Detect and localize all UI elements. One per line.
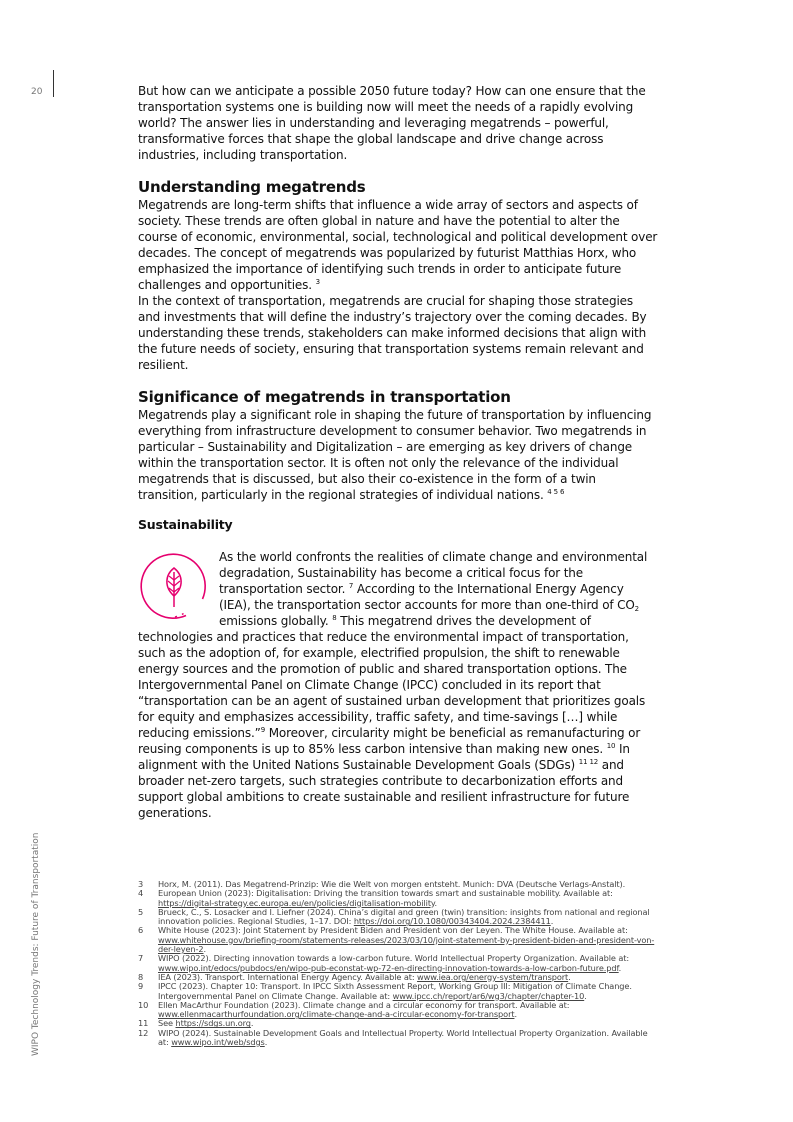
sustainability-block <box>138 549 658 821</box>
page-number: 20 <box>31 87 43 97</box>
page-number-rule <box>53 70 54 97</box>
footnote-body: See <box>158 1018 173 1029</box>
footnote <box>138 954 658 973</box>
significance-text: Megatrends play a significant role in shaping the future of transportation by influencing everything from infrastructure development to consumer behavior. Two megatrends in particular – Sustainability and Digitalization – are emerging as key drivers of change within the transportation sector. It is often not only the relevance of the individual megatrends that is discussed, but also their co-existence in the form of a twin transition, particularly in the regional strategies of individual nations. <box>138 408 652 502</box>
footnote <box>138 1029 658 1048</box>
footnote-after: . <box>550 916 554 927</box>
footnote-number: 4 <box>138 888 144 899</box>
footnote-number: 12 <box>138 1027 149 1038</box>
footnote-body: WIPO (2024). Sustainable Development Goals and Intellectual Property. World Intellectual Property Organization. Available at: <box>158 1027 648 1048</box>
footnote-number: 6 <box>138 925 144 936</box>
footnotes <box>138 880 658 1047</box>
footnote <box>138 889 658 908</box>
footnote-ref-9[interactable]: 9 <box>260 726 266 734</box>
footnote <box>138 926 658 954</box>
footnote-link[interactable]: www.iea.org/energy-system/transport <box>417 971 569 982</box>
footnote-number: 3 <box>138 879 144 889</box>
footnote-link[interactable]: https://digital-strategy.ec.europa.eu/en/policies/digitalisation-mobility <box>158 897 435 908</box>
footnote-body: WIPO (2022). Directing innovation towards a low-carbon future. World Intellectual Property Organization. Available at: <box>158 953 630 964</box>
footnote-ref-8[interactable]: 8 <box>332 614 337 622</box>
footnote-body: IPCC (2023). Chapter 10: Transport. In IPCC Sixth Assessment Report, Working Group III: Mitigation of Climate Change. Intergovernmental Panel on Climate Change. Available at: <box>158 981 632 1001</box>
understanding-paragraph-1 <box>138 197 658 293</box>
footnote-ref-10[interactable]: 10 <box>606 742 616 750</box>
sustainability-paragraph <box>138 549 658 821</box>
footnote-link[interactable]: https://sdgs.un.org <box>175 1018 251 1029</box>
sustainability-text-2: According to the International Energy Agency (IEA), the transportation sector accounts for more than one-third of CO <box>219 582 635 612</box>
heading-understanding-megatrends: Understanding megatrends <box>138 178 366 196</box>
footnote-number: 10 <box>138 999 149 1010</box>
footnote-ref-11-12[interactable]: 11 12 <box>578 758 599 766</box>
footnote-body: White House (2023): Joint Statement by President Biden and President von der Leyen. The White House. Available at: <box>158 925 628 936</box>
footnote-number: 8 <box>138 971 144 982</box>
footnote-link[interactable]: www.wipo.int/web/sdgs <box>171 1037 265 1048</box>
footnote-number: 11 <box>138 1018 149 1029</box>
footnote-text <box>158 982 658 1001</box>
footnote-after: . <box>264 1037 268 1048</box>
footnote-text <box>158 889 658 908</box>
sustainability-text-7: and broader net-zero targets, such strategies contribute to decarbonization efforts and support global ambitions to create sustainable and resilient infrastructure for future generations. <box>138 758 630 820</box>
sustainability-leaf-icon <box>138 551 210 623</box>
footnote-after: . <box>434 897 438 908</box>
footnote-link[interactable]: www.ellenmacarthurfoundation.org/climate-change-and-a-circular-economy-for-transport <box>158 1009 515 1020</box>
footnote-text <box>158 1001 658 1020</box>
footnote-after: . <box>568 971 571 982</box>
main-content <box>138 83 658 821</box>
running-side-label: WIPO Technology Trends: Future of Transportation <box>31 832 41 1056</box>
footnote-link[interactable]: www.wipo.int/edocs/pubdocs/en/wipo-pub-econstat-wp-72-en-directing-innovation-towards-a-low-carbon-future.pdf <box>158 962 619 973</box>
sustainability-text-1: As the world confronts the realities of climate change and environmental degradation, Sustainability has become a critical focus for the transportation sector. <box>219 550 648 596</box>
footnote-ref-7[interactable]: 7 <box>348 582 354 590</box>
heading-significance-megatrends: Significance of megatrends in transportation <box>138 388 511 406</box>
sustainability-text-3: emissions globally. <box>219 614 329 628</box>
footnote <box>138 1001 658 1020</box>
intro-paragraph: But how can we anticipate a possible 2050 future today? How can one ensure that the transportation systems one is building now will meet the needs of a rapidly evolving world? The answer lies in understanding and leveraging megatrends – powerful, transformative forces that shape the global landscape and drive change across industries, including transportation. <box>138 84 646 162</box>
footnote-link[interactable]: www.whitehouse.gov/briefing-room/statements-releases/2023/03/10/joint-statement-by-president-biden-and-president-von-der-leyen-2 <box>158 934 655 955</box>
footnote-after: . <box>618 962 622 973</box>
understanding-p1-text: Megatrends are long-term shifts that influence a wide array of sectors and aspects of society. These trends are often global in nature and have the potential to alter the course of economic, environmental, social, technological and political development over decades. The concept of megatrends was popularized by futurist Matthias Horx, who emphasized the importance of identifying such trends in order to anticipate future challenges and opportunities. <box>138 198 658 292</box>
co2-subscript: 2 <box>634 605 639 613</box>
significance-paragraph <box>138 407 658 503</box>
footnote-body: IEA (2023). Transport. International Energy Agency. Available at: <box>158 971 415 982</box>
footnote-body: European Union (2023): Digitalisation: Driving the transition towards smart and sustainable mobility. Available at: <box>158 888 613 899</box>
footnote-ref-4-5-6[interactable]: 4 5 6 <box>547 488 565 496</box>
understanding-paragraph-2: In the context of transportation, megatrends are crucial for shaping those strategies and investments that will define the industry’s trajectory over the coming decades. By understanding these trends, stakeholders can make informed decisions that align with the future needs of society, ensuring that transportation systems remain relevant and resilient. <box>138 294 647 372</box>
footnote-number: 9 <box>138 981 144 992</box>
footnote-after: . <box>250 1018 254 1029</box>
footnote-text <box>158 908 658 927</box>
footnote-text <box>158 1029 658 1048</box>
sustainability-text-6: In alignment with the United Nations Sustainable Development Goals (SDGs) <box>138 742 630 772</box>
footnote-text <box>158 926 658 954</box>
footnote-ref-3[interactable]: 3 <box>315 278 320 286</box>
sustainability-text-5: Moreover, circularity might be beneficial as remanufacturing or reusing components is up to 85% less carbon intensive than making new ones. <box>138 726 641 756</box>
footnote-after: . <box>584 990 587 1001</box>
footnote-after: . <box>514 1009 517 1020</box>
footnote-body: Ellen MacArthur Foundation (2023). Climate change and a circular economy for transport. Available at: <box>158 999 570 1010</box>
footnote <box>138 908 658 927</box>
footnote-number: 5 <box>138 906 144 917</box>
footnote <box>138 982 658 1001</box>
footnote-body: Brueck, C., S. Losacker and I. Liefner (2024). China’s digital and green (twin) transition: insights from national and regional innovation policies. Regional Studies, 1–17. DOI: <box>158 906 650 927</box>
footnote-number: 7 <box>138 953 144 964</box>
heading-sustainability: Sustainability <box>138 517 233 532</box>
footnote-link[interactable]: https://doi.org/10.1080/00343404.2024.2384411 <box>353 916 551 927</box>
footnote-body: Horx, M. (2011). Das Megatrend-Prinzip: Wie die Welt von morgen entsteht. Munich: DVA (Deutsche Verlags-Anstalt). <box>158 879 626 889</box>
sustainability-text-4: This megatrend drives the development of technologies and practices that reduce the environmental impact of transportation, such as the adoption of, for example, electrified propulsion, the shift to renewable energy sources and the promotion of public and shared transportation options. The Intergovernmental Panel on Climate Change (IPCC) concluded in its report that “transportation can be an agent of sustained urban development that prioritizes goals for equity and emphasizes accessibility, traffic safety, and time-savings […] while reducing emissions.” <box>138 614 646 740</box>
footnote-link[interactable]: www.ipcc.ch/report/ar6/wg3/chapter/chapter-10 <box>392 990 585 1001</box>
footnote-after: . <box>203 944 206 955</box>
footnote-text <box>158 954 658 973</box>
